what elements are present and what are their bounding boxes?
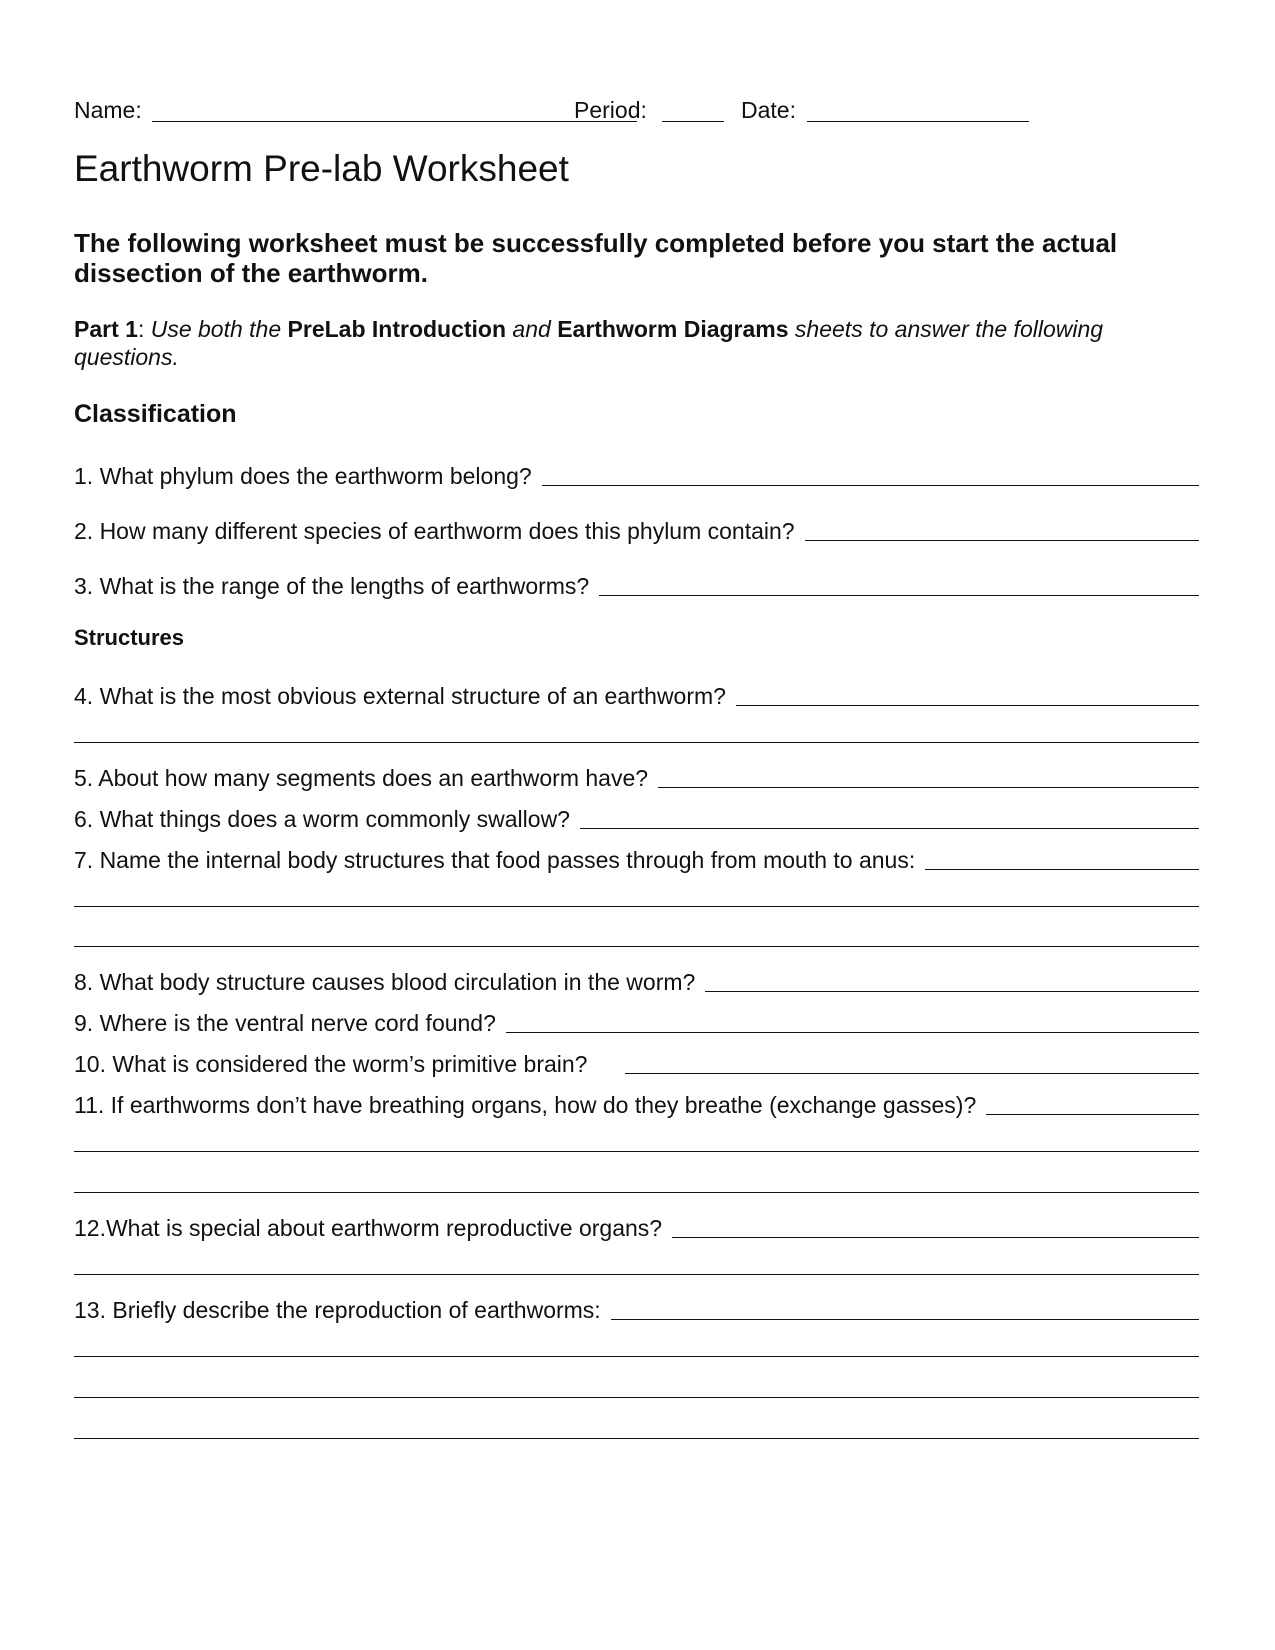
part1-text-3: sheets to answer the following questions. [74,316,1104,370]
answer-12-line-2[interactable] [74,1274,1199,1275]
answer-13-line-4[interactable] [74,1438,1199,1439]
period-blank[interactable] [662,121,724,122]
period-label: Period: [574,97,647,123]
question-2 [74,513,1199,545]
answer-9-blank[interactable] [506,1032,1199,1033]
question-6-text: 6. What things does a worm commonly swallow? [74,806,570,832]
question-7 [74,842,1199,874]
part1-earthworm-diagrams: Earthworm Diagrams [557,316,789,342]
part1-instructions [74,315,1204,371]
name-blank[interactable] [152,121,637,122]
answer-5-blank[interactable] [658,787,1199,788]
answer-8-blank[interactable] [705,991,1199,992]
answer-12-blank[interactable] [672,1237,1199,1238]
question-1 [74,458,1199,490]
question-4-text: 4. What is the most obvious external structure of an earthworm? [74,683,726,709]
question-7-text: 7. Name the internal body structures that food passes through from mouth to anus: [74,847,916,873]
date-blank[interactable] [807,121,1029,122]
question-12 [74,1210,1199,1242]
question-3 [74,568,1199,600]
answer-13-line-2[interactable] [74,1356,1199,1357]
question-4 [74,678,1199,710]
intro-text: The following worksheet must be successfully completed before you start the actual dissection of the earthworm. [74,228,1118,288]
header-fields [74,95,1074,125]
answer-7-line-3[interactable] [74,946,1199,947]
part1-label: Part 1 [74,316,138,342]
question-11 [74,1087,1199,1119]
answer-13-line-3[interactable] [74,1397,1199,1398]
question-5-text: 5. About how many segments does an earthworm have? [74,765,649,791]
part1-colon: : [137,316,145,342]
answer-3-blank[interactable] [599,595,1199,596]
question-6 [74,801,1199,833]
question-9-text: 9. Where is the ventral nerve cord found? [74,1010,496,1036]
question-3-text: 3. What is the range of the lengths of earthworms? [74,573,590,599]
answer-11-line-3[interactable] [74,1192,1199,1193]
section-classification: Classification [74,400,237,428]
question-8 [74,964,1199,996]
question-5 [74,760,1199,792]
question-1-text: 1. What phylum does the earthworm belong? [74,463,532,489]
part1-text-2: and [506,316,558,342]
answer-11-line-2[interactable] [74,1151,1199,1152]
question-2-text: 2. How many different species of earthworm does this phylum contain? [74,518,795,544]
question-13-text: 13. Briefly describe the reproduction of earthworms: [74,1297,601,1323]
answer-10-blank[interactable] [625,1073,1199,1074]
name-label: Name: [74,97,142,123]
answer-1-blank[interactable] [542,485,1199,486]
question-13 [74,1292,1199,1324]
answer-4-line-2[interactable] [74,742,1199,743]
answer-7-line-2[interactable] [74,906,1199,907]
page-title: Earthworm Pre-lab Worksheet [74,148,569,189]
answer-11-blank[interactable] [986,1114,1199,1115]
question-9 [74,1005,1199,1037]
question-10 [74,1046,1199,1078]
section-structures: Structures [74,625,185,650]
part1-prelab-intro: PreLab Introduction [287,316,507,342]
question-12-text: 12.What is special about earthworm reproductive organs? [74,1215,663,1241]
question-8-text: 8. What body structure causes blood circulation in the worm? [74,969,696,995]
answer-6-blank[interactable] [580,828,1199,829]
answer-2-blank[interactable] [805,540,1199,541]
date-label: Date: [741,97,796,123]
answer-13-blank[interactable] [611,1319,1199,1320]
part1-text-1: Use both the [144,316,288,342]
answer-4-blank[interactable] [736,705,1199,706]
answer-7-blank[interactable] [925,869,1199,870]
question-10-text: 10. What is considered the worm’s primitive brain? [74,1051,588,1077]
question-11-text: 11. If earthworms don’t have breathing organs, how do they breathe (exchange gasses)? [74,1092,977,1118]
